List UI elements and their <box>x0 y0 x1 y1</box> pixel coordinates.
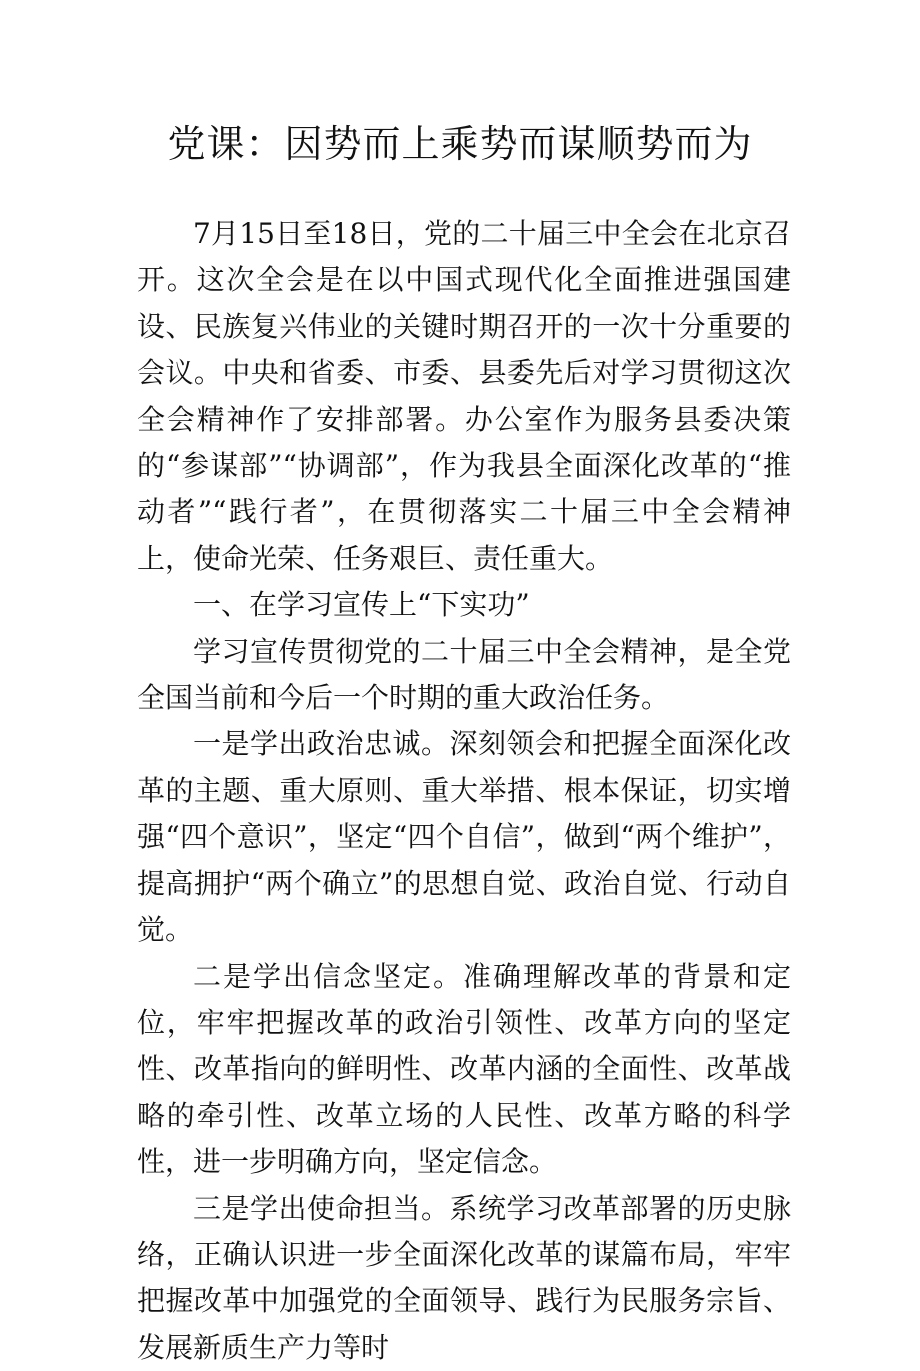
paragraph-point-1: 一是学出政治忠诚。深刻领会和把握全面深化改革的主题、重大原则、重大举措、根本保证，切实增强“四个意识”，坚定“四个自信”，做到“两个维护”，提高拥护“两个确立”的思想自觉、政治自觉、行动自觉。 <box>137 727 791 947</box>
document-body <box>137 211 791 1371</box>
paragraph-point-3: 三是学出使命担当。系统学习改革部署的历史脉络，正确认识进一步全面深化改革的谋篇布局，牢牢把握改革中加强党的全面领导、践行为民服务宗旨、发展新质生产力等时 <box>137 1191 791 1364</box>
paragraph-intro: 7月15日至18日，党的二十届三中全会在北京召开。这次全会是在以中国式现代化全面推进强国建设、民族复兴伟业的关键时期召开的一次十分重要的会议。中央和省委、市委、县委先后对学习贯彻这次全会精神作了安排部署。办公室作为服务县委决策的“参谋部”“协调部”，作为我县全面深化改革的“推动者”“践行者”，在贯彻落实二十届三中全会精神上，使命光荣、任务艰巨、责任重大。 <box>137 217 791 575</box>
paragraph-section-intro: 学习宣传贯彻党的二十届三中全会精神，是全党全国当前和今后一个时期的重大政治任务。 <box>137 634 791 715</box>
section-heading-1: 一、在学习宣传上“下实功” <box>193 588 530 622</box>
document-title: 党课：因势而上乘势而谋顺势而为 <box>167 122 753 166</box>
paragraph-point-2: 二是学出信念坚定。准确理解改革的背景和定位，牢牢把握改革的政治引领性、改革方向的坚定性、改革指向的鲜明性、改革内涵的全面性、改革战略的牵引性、改革立场的人民性、改革方略的科学性，进一步明确方向，坚定信念。 <box>137 959 791 1179</box>
